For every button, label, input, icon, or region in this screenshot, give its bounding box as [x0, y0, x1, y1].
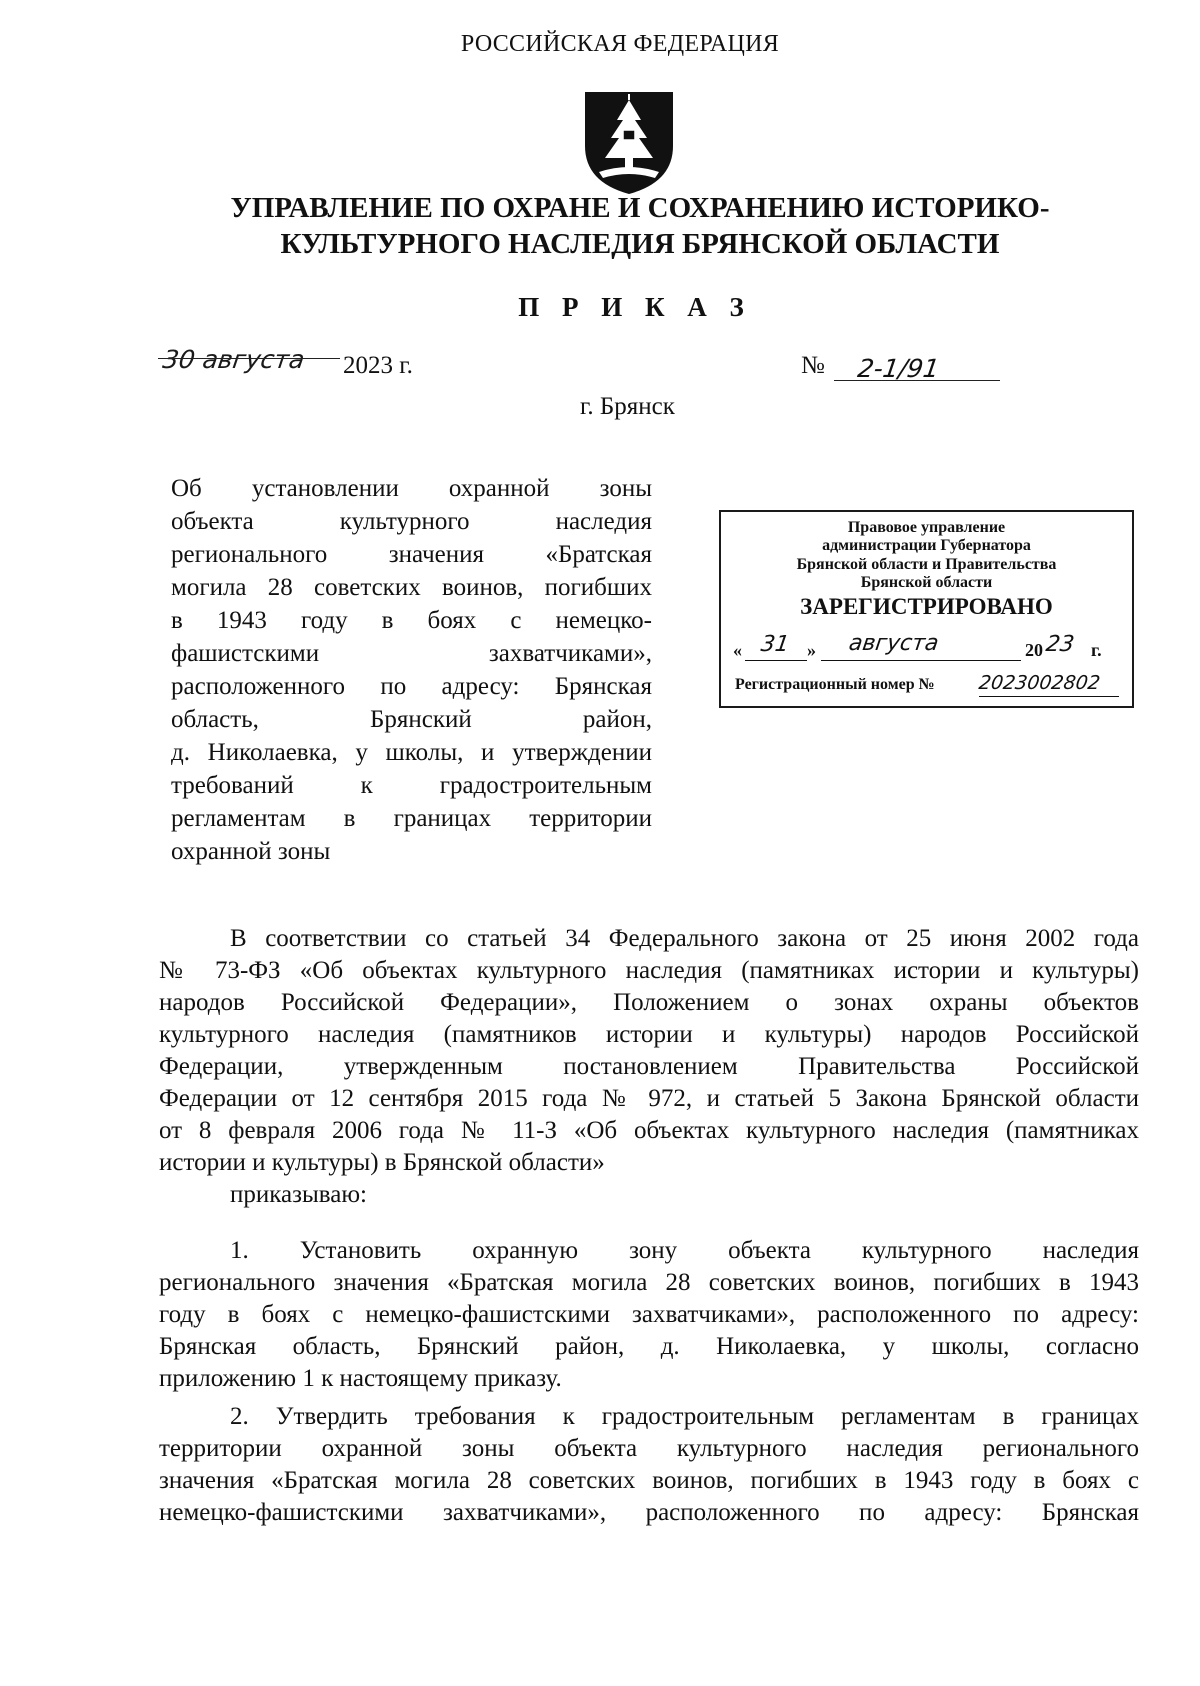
- preamble-line: № 73-ФЗ «Об объектах культурного наследия (памятниках истории и культуры): [159, 957, 1139, 984]
- stamp-year-prefix: 20: [1025, 640, 1043, 660]
- item1-line: Брянская область, Брянский район, д. Николаевка, у школы, согласно: [159, 1333, 1139, 1360]
- document-type: П Р И К А З: [518, 292, 752, 322]
- country-heading: РОССИЙСКАЯ ФЕДЕРАЦИЯ: [460, 31, 780, 57]
- stamp-line-3: Брянской области и Правительства: [796, 556, 1057, 573]
- handwritten-number: 2-1/91: [855, 354, 942, 383]
- item1-line: 1. Установить охранную зону объекта культурного наследия: [230, 1237, 1139, 1264]
- date-underline: [158, 358, 340, 359]
- city: г. Брянск: [580, 393, 675, 420]
- stamp-month: августа: [847, 631, 941, 656]
- subject-line: область, Брянский район,: [171, 706, 652, 733]
- preamble-line: В соответствии со статьей 34 Федерального закона от 25 июня 2002 года: [230, 925, 1139, 952]
- subject-line: объекта культурного наследия: [171, 508, 652, 535]
- item1-line: году в боях с немецко-фашистскими захватчиками», расположенного по адресу:: [159, 1301, 1139, 1328]
- org-line-1: УПРАВЛЕНИЕ ПО ОХРАНЕ И СОХРАНЕНИЮ ИСТОРИКО-: [230, 192, 1050, 224]
- item2-line: 2. Утвердить требования к градостроительным регламентам в границах: [230, 1403, 1139, 1430]
- subject-line: фашистскими захватчиками»,: [171, 640, 652, 667]
- preamble-line: от 8 февраля 2006 года № 11-З «Об объектах культурного наследия (памятниках: [159, 1117, 1139, 1144]
- item2-line: территории охранной зоны объекта культурного наследия регионального: [159, 1435, 1139, 1462]
- organization-title: [200, 190, 1080, 262]
- subject-line: регионального значения «Братская: [171, 541, 652, 568]
- stamp-quote-close: »: [807, 640, 816, 660]
- stamp-registered: ЗАРЕГИСТРИРОВАНО: [800, 594, 1053, 619]
- item2-line: немецко-фашистскими захватчиками», расположенного по адресу: Брянская: [159, 1499, 1139, 1526]
- stamp-day: 31: [759, 632, 791, 657]
- order-word: приказываю:: [230, 1181, 367, 1208]
- subject-line: охранной зоны: [171, 838, 331, 865]
- item-1: [159, 1235, 1139, 1395]
- subject-line: могила 28 советских воинов, погибших: [171, 574, 652, 601]
- stamp-line-4: Брянской области: [860, 574, 993, 591]
- document-subject: [171, 472, 652, 868]
- preamble-line: Федерации от 12 сентября 2015 года № 972, и статьей 5 Закона Брянской области: [159, 1085, 1139, 1112]
- preamble: [159, 923, 1139, 1211]
- stamp-reg-number: 2023002802: [977, 672, 1102, 694]
- number-underline: [834, 380, 1000, 381]
- stamp-quote-open: «: [733, 640, 742, 660]
- registration-stamp: [719, 510, 1134, 708]
- subject-line: требований к градостроительным: [171, 772, 652, 799]
- subject-line: регламентам в границах территории: [171, 805, 652, 832]
- bryansk-coat-of-arms-icon: [581, 86, 677, 198]
- stamp-line-2: администрации Губернатора: [822, 537, 1031, 554]
- preamble-line: культурного наследия (памятников истории и культуры) народов Российской: [159, 1021, 1139, 1048]
- subject-line: Об установлении охранной зоны: [171, 475, 652, 502]
- stamp-year-hand: 23: [1044, 632, 1076, 657]
- stamp-day-underline: [745, 660, 807, 661]
- item2-line: значения «Братская могила 28 советских воинов, погибших в 1943 году в боях с: [159, 1467, 1139, 1494]
- preamble-line: истории и культуры) в Брянской области»: [159, 1149, 605, 1176]
- org-line-2: КУЛЬТУРНОГО НАСЛЕДИЯ БРЯНСКОЙ ОБЛАСТИ: [280, 228, 1000, 260]
- handwritten-date: 30 августа: [160, 345, 307, 374]
- subject-line: д. Николаевка, у школы, и утверждении: [171, 739, 652, 766]
- stamp-month-underline: [821, 660, 1021, 661]
- subject-line: расположенного по адресу: Брянская: [171, 673, 652, 700]
- preamble-line: Федерации, утвержденным постановлением Правительства Российской: [159, 1053, 1139, 1080]
- item1-line: приложению 1 к настоящему приказу.: [159, 1365, 562, 1392]
- item-2: [159, 1401, 1139, 1529]
- preamble-line: народов Российской Федерации», Положением о зонах охраны объектов: [159, 989, 1139, 1016]
- stamp-reg-underline: [979, 696, 1119, 697]
- number-sign: №: [801, 352, 825, 379]
- item1-line: регионального значения «Братская могила 28 советских воинов, погибших в 1943: [159, 1269, 1139, 1296]
- document-year: 2023 г.: [343, 352, 413, 379]
- stamp-line-1: Правовое управление: [847, 519, 1006, 536]
- stamp-year-suffix: г.: [1091, 640, 1102, 660]
- subject-line: в 1943 году в боях с немецко-: [171, 607, 652, 634]
- stamp-reg-label: Регистрационный номер №: [735, 676, 935, 693]
